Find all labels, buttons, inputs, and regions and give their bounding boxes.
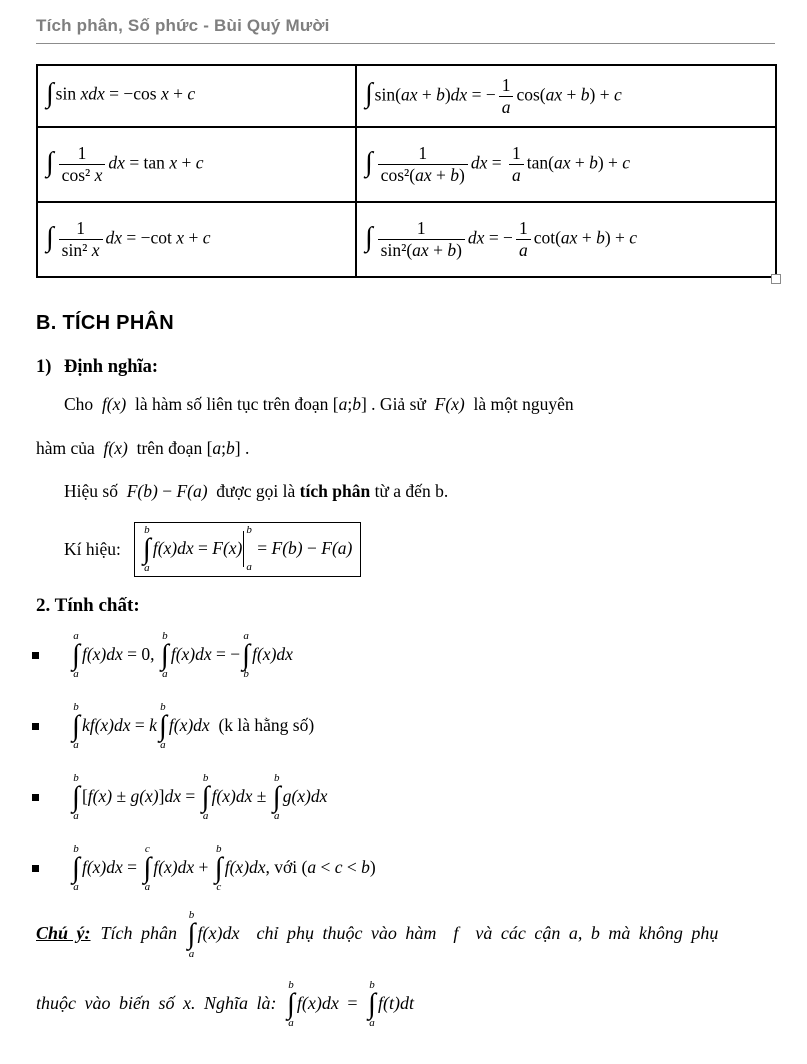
- section-heading: B. TÍCH PHÂN: [36, 312, 175, 334]
- table-resize-handle-icon[interactable]: [771, 274, 781, 284]
- header-divider: [36, 43, 775, 44]
- ki-hieu-label: Kí hiệu:: [64, 538, 121, 559]
- bullet-square-icon: [32, 723, 39, 730]
- bullet-square-icon: [32, 865, 39, 872]
- note-paragraph: [36, 909, 775, 961]
- property-item: [36, 765, 775, 830]
- property-item: [36, 623, 775, 688]
- formula: ∫ $\frac{1}{\text{cos² x}}$ dx = tan x + c: [46, 143, 204, 185]
- property-formula: b ∫ a [f(x) ± g(x)]dx = b ∫ a f(x)dx ± b ∫ a g(x)dx: [72, 771, 328, 823]
- note-paragraph: thuộc vào biến số x. Nghĩa là: b ∫ a f(x)dx = b ∫ a f(t)dt: [36, 978, 414, 1030]
- formula-cell: [37, 65, 356, 127]
- integral-formula-table-wrap: [36, 64, 775, 278]
- property-item: [36, 836, 775, 901]
- note-label: Chú ý:: [36, 922, 91, 943]
- formula-cell: [356, 65, 776, 127]
- definition-heading: [36, 357, 775, 378]
- integral-formula-table: [36, 64, 777, 278]
- formula: ∫ $\frac{1}{\text{cos²(ax + b)}}$ dx = $\frac{1}{a}$ tan(ax + b) + c: [365, 143, 631, 185]
- bullet-square-icon: [32, 652, 39, 659]
- table-row: [37, 202, 776, 277]
- property-item: [36, 694, 775, 759]
- note-text: Tích phân b ∫ a f(x)dx chỉ phụ thuộc vào hàm f và các cận a, b mà không phụ: [100, 909, 719, 960]
- ki-hieu-box: [134, 522, 361, 578]
- formula-cell: [356, 202, 776, 277]
- properties-heading: 2. Tính chất:: [36, 595, 140, 617]
- formula: ∫ sin(ax + b)dx = − $\frac{1}{a}$ cos(ax + b) + c: [365, 74, 622, 117]
- property-formula: b ∫ a kf(x)dx = k b ∫ a f(x)dx (k là hằng số): [72, 700, 315, 752]
- property-formula: a ∫ a f(x)dx = 0, b ∫ a f(x)dx = − a ∫ b f(x)dx: [72, 629, 293, 681]
- definition-formula: b ∫ a f(x)dx = F(x) b a = F(b) − F(a): [142, 523, 353, 575]
- formula: ∫ $\frac{1}{\text{sin²(ax + b)}}$ dx = − $\frac{1}{a}$ cot(ax + b) + c: [365, 218, 638, 260]
- paragraph-line: hàm của f(x) trên đoạn [a;b] .: [36, 437, 250, 458]
- property-formula: b ∫ a f(x)dx = c ∫ a f(x)dx + b ∫ c f(x)dx, với (a < c < b): [72, 842, 376, 894]
- ki-hieu-row: [36, 522, 775, 578]
- definition-number: 1): [36, 357, 52, 377]
- table-row: [37, 127, 776, 202]
- header-title: Tích phân, Số phức - Bùi Quý Mười: [36, 16, 330, 35]
- formula-cell: [356, 127, 776, 202]
- formula: ∫ sin xdx = −cos x + c: [46, 78, 196, 110]
- paragraph-line: Hiệu số F(b) − F(a) được gọi là tích phân từ a đến b.: [64, 481, 449, 501]
- bullet-square-icon: [32, 794, 39, 801]
- formula: ∫ $\frac{1}{\text{sin² x}}$ dx = −cot x + c: [46, 218, 211, 260]
- paragraph-line: Cho f(x) là hàm số liên tục trên đoạn [a;b] . Giả sử F(x) là một nguyên: [64, 394, 574, 414]
- formula-cell: [37, 127, 356, 202]
- formula-cell: [37, 202, 356, 277]
- definition-title: Định nghĩa:: [64, 357, 159, 377]
- table-row: [37, 65, 776, 127]
